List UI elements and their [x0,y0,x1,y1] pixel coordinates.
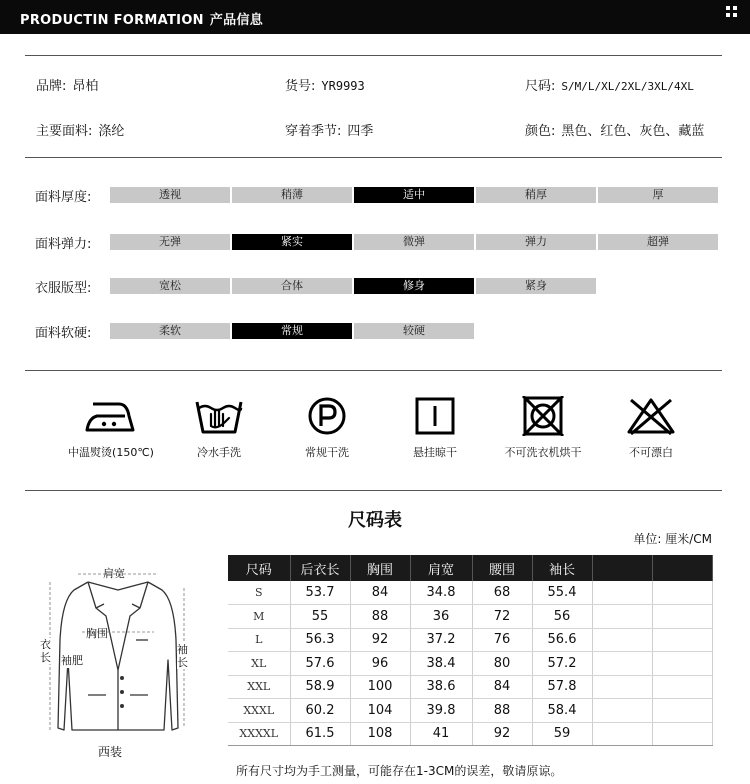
measurement-cell: 56 [532,605,592,629]
measurement-cell: 68 [472,581,532,605]
measurement-cell: 72 [472,605,532,629]
measurement-cell: 39.8 [410,699,472,723]
measurement-cell: 56.3 [290,628,350,652]
size-cell: XXXL [228,699,290,723]
attribute-option: 厚 [598,187,718,203]
dry-clean-p-icon [299,396,355,436]
measurement-cell: 55.4 [532,581,592,605]
size-table [228,555,713,746]
jacket-diagram [38,560,198,740]
no-bleach-icon [623,396,679,436]
sleeve-width-label: 袖肥 [61,654,83,667]
attribute-option: 紧身 [476,278,596,294]
attribute-option: 柔软 [110,323,230,339]
care-label: 中温熨烫(150℃) [68,446,154,459]
sku-value: YR9993 [321,79,365,93]
attribute-option: 透视 [110,187,230,203]
brand-label: 品牌: [36,79,67,94]
measurement-cell: 61.5 [290,722,350,746]
size-cell: XXL [228,675,290,699]
measurement-cell: 60.2 [290,699,350,723]
divider [25,55,722,56]
no-tumble-dry-icon [515,396,571,436]
measurement-cell: 36 [410,605,472,629]
section-title [20,9,263,28]
chest-label: 胸围 [86,627,108,640]
attribute-option-selected: 修身 [354,278,474,294]
measurement-cell: 88 [472,699,532,723]
column-header: 袖长 [532,555,592,581]
column-header: 尺码 [228,555,290,581]
size-cell: S [228,581,290,605]
hand-wash-icon [191,396,247,436]
measurement-cell [592,628,652,652]
fabric-label: 主要面料: [36,124,93,139]
size-label: 尺码: [525,79,556,94]
measurement-cell: 108 [350,722,410,746]
attribute-option: 弹力 [476,234,596,250]
measurement-cell [592,605,652,629]
measurement-cell: 88 [350,605,410,629]
measurement-cell: 84 [350,581,410,605]
color-label: 颜色: [525,124,556,139]
measurement-cell: 57.2 [532,652,592,676]
attribute-label: 面料弹力: [35,237,92,252]
table-row [228,605,712,629]
sleeve-length-label: 袖长 [177,643,188,669]
grid-dots-icon [726,6,738,18]
measurement-cell: 58.4 [532,699,592,723]
measurement-cell: 37.2 [410,628,472,652]
section-title-cn: 产品信息 [209,13,264,28]
iron-icon [83,396,139,436]
measurement-cell [652,652,712,676]
table-header-row [228,555,712,581]
brand-value: 昂柏 [72,79,99,94]
attribute-option-selected: 常规 [232,323,352,339]
size-cell: XXXXL [228,722,290,746]
care-label: 不可洗衣机烘干 [504,446,582,459]
column-header [652,555,712,581]
attribute-option: 合体 [232,278,352,294]
measurement-cell [652,605,712,629]
measurement-cell: 96 [350,652,410,676]
measurement-cell [592,699,652,723]
attribute-label: 面料厚度: [35,190,92,205]
measurement-cell: 100 [350,675,410,699]
measurement-cell: 56.6 [532,628,592,652]
attribute-option-selected: 紧实 [232,234,352,250]
attribute-option: 稍薄 [232,187,352,203]
measurement-cell [652,581,712,605]
size-cell: L [228,628,290,652]
care-item-dry-clean [272,396,382,460]
divider [25,490,722,491]
attribute-option: 宽松 [110,278,230,294]
season-value: 四季 [347,124,374,139]
measurement-cell: 55 [290,605,350,629]
attribute-option: 稍厚 [476,187,596,203]
table-row [228,652,712,676]
measurement-cell: 53.7 [290,581,350,605]
diagram-caption: 西装 [98,745,123,759]
unit-label: 单位: 厘米/CM [633,532,712,546]
measurement-cell: 92 [350,628,410,652]
column-header: 肩宽 [410,555,472,581]
care-label: 冷水手洗 [197,446,241,459]
attribute-option: 微弹 [354,234,474,250]
column-header: 腰围 [472,555,532,581]
measurement-cell: 58.9 [290,675,350,699]
measurement-cell [592,675,652,699]
size-value: S/M/L/XL/2XL/3XL/4XL [561,80,694,93]
table-row [228,722,712,746]
color-value: 黑色、红色、灰色、藏蓝 [561,124,705,139]
measurement-cell: 34.8 [410,581,472,605]
season-info [285,120,373,139]
size-cell: XL [228,652,290,676]
line-dry-icon [407,396,463,436]
measurement-cell: 41 [410,722,472,746]
table-row [228,675,712,699]
column-header: 后衣长 [290,555,350,581]
attribute-option-selected: 适中 [354,187,474,203]
sku-info [285,75,365,94]
attribute-label: 衣服版型: [35,281,92,296]
care-label: 悬挂晾干 [413,446,457,459]
measurement-cell [592,581,652,605]
divider [25,370,722,371]
section-title-en: PRODUCTIN FORMATION [20,13,204,28]
measurement-cell [652,699,712,723]
measurement-cell: 57.8 [532,675,592,699]
measurement-cell [592,722,652,746]
brand-info [36,75,98,94]
measurement-cell: 59 [532,722,592,746]
care-item-no-bleach [596,396,706,460]
shoulder-label: 肩宽 [103,567,125,580]
footnote: 所有尺寸均为手工测量，可能存在1-3CM的误差，敬请原谅。 [236,764,563,778]
sku-label: 货号: [285,79,316,94]
measurement-cell: 92 [472,722,532,746]
header-bar [0,0,750,34]
attribute-label: 面料软硬: [35,326,92,341]
table-row [228,581,712,605]
measurement-cell: 80 [472,652,532,676]
care-item-no-tumble-dry [488,396,598,460]
measurement-cell [592,652,652,676]
measurement-cell: 57.6 [290,652,350,676]
care-label: 常规干洗 [305,446,349,459]
measurement-cell [652,628,712,652]
measurement-cell: 38.6 [410,675,472,699]
care-item-iron [56,396,166,460]
attribute-option: 较硬 [354,323,474,339]
table-row [228,699,712,723]
size-cell: M [228,605,290,629]
care-label: 不可漂白 [629,446,673,459]
measurement-cell [652,722,712,746]
column-header [592,555,652,581]
measurement-cell [652,675,712,699]
size-info [525,75,694,94]
measurement-cell: 104 [350,699,410,723]
care-item-line-dry [380,396,490,460]
color-info [525,120,704,139]
measurement-cell: 84 [472,675,532,699]
fabric-info [36,120,124,139]
attribute-option: 无弹 [110,234,230,250]
length-label: 衣长 [40,638,51,664]
measurement-cell: 38.4 [410,652,472,676]
column-header: 胸围 [350,555,410,581]
care-item-hand-wash [164,396,274,460]
season-label: 穿着季节: [285,124,342,139]
measurement-cell: 76 [472,628,532,652]
fabric-value: 涤纶 [98,124,125,139]
size-chart-title: 尺码表 [348,510,402,531]
divider [25,157,722,158]
table-row [228,628,712,652]
attribute-option: 超弹 [598,234,718,250]
